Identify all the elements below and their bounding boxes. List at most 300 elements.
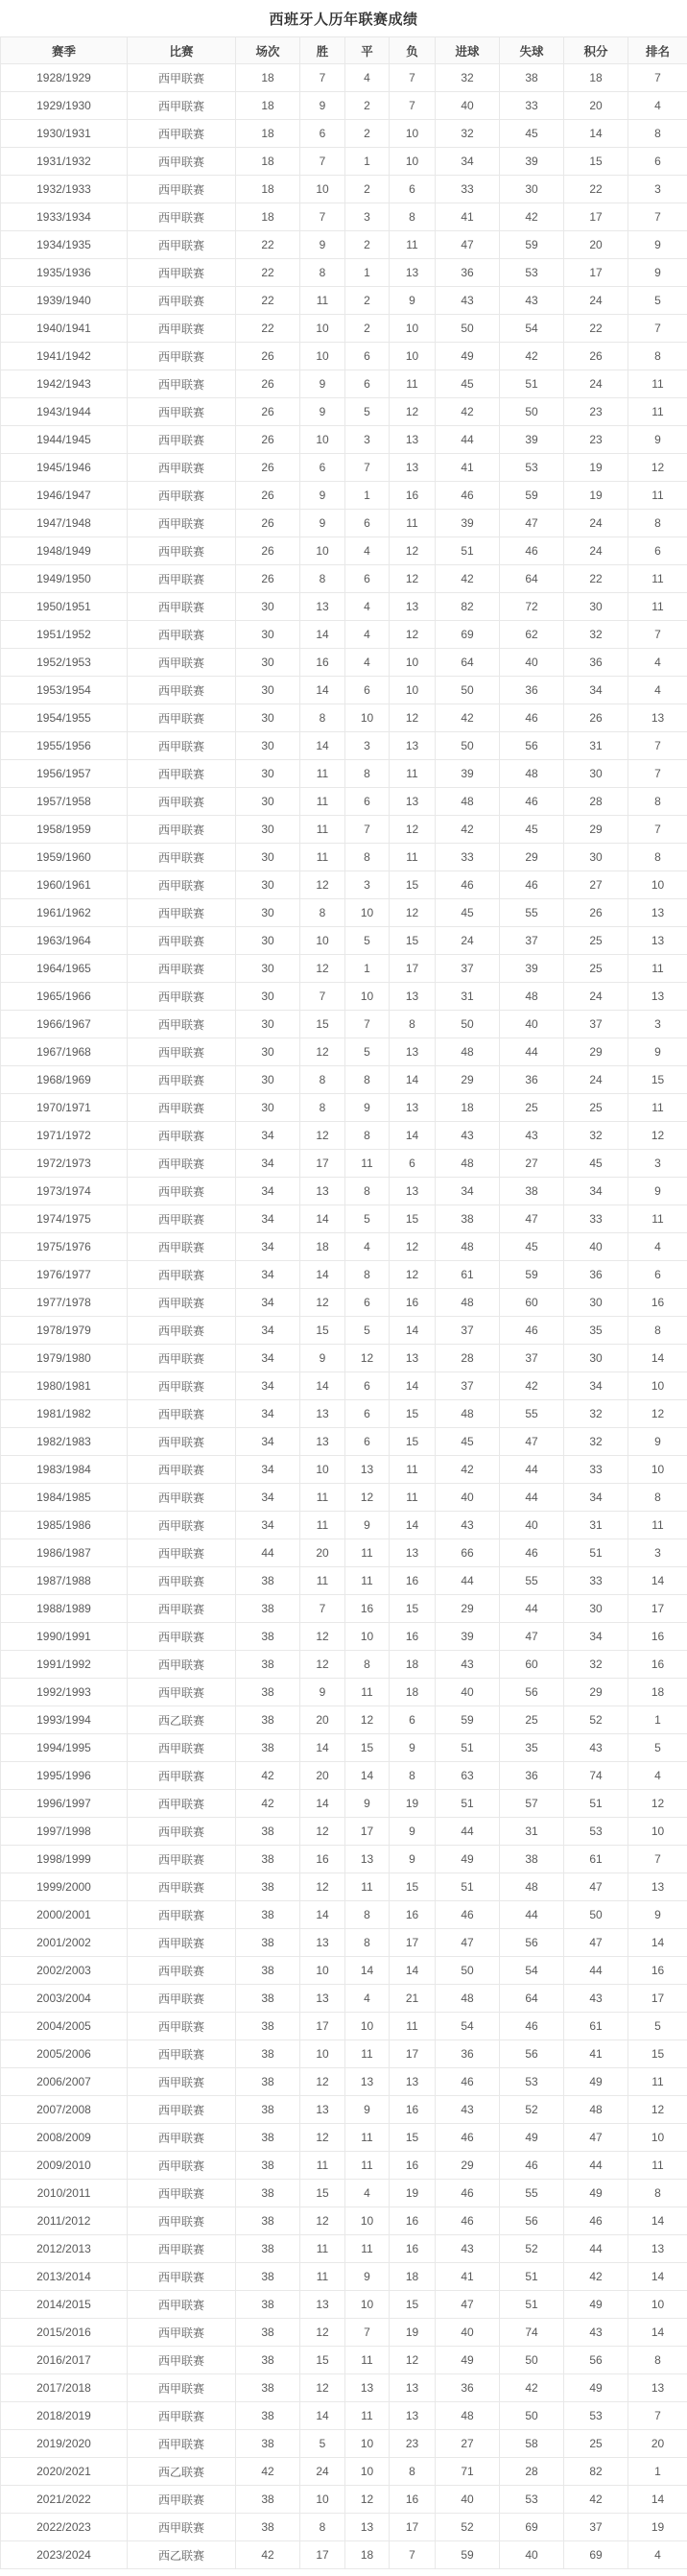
wins-cell: 8 [300, 1066, 345, 1094]
goals_against-cell: 50 [500, 398, 564, 426]
rank-cell: 10 [628, 1818, 687, 1846]
losses-cell: 13 [390, 593, 436, 621]
points-cell: 32 [564, 621, 628, 649]
goals_against-cell: 39 [500, 148, 564, 176]
goals_for-cell: 47 [436, 1929, 500, 1957]
points-cell: 19 [564, 482, 628, 510]
table-row [1, 2040, 687, 2068]
competition-cell: 西甲联赛 [128, 1818, 236, 1846]
losses-cell: 13 [390, 788, 436, 816]
goals_for-cell: 51 [436, 537, 500, 565]
season-cell: 1995/1996 [1, 1762, 128, 1790]
league-results-table [0, 36, 687, 2569]
table-row [1, 1985, 687, 2013]
draws-cell: 15 [345, 1734, 390, 1762]
competition-cell: 西甲联赛 [128, 2235, 236, 2263]
draws-cell: 1 [345, 955, 390, 983]
competition-cell: 西乙联赛 [128, 1706, 236, 1734]
draws-cell: 11 [345, 1539, 390, 1567]
rank-cell: 8 [628, 343, 687, 370]
season-cell: 1991/1992 [1, 1651, 128, 1679]
points-cell: 30 [564, 593, 628, 621]
losses-cell: 19 [390, 2180, 436, 2207]
season-cell: 1945/1946 [1, 454, 128, 482]
rank-cell: 7 [628, 315, 687, 343]
competition-cell: 西甲联赛 [128, 2152, 236, 2180]
goals_for-cell: 43 [436, 2096, 500, 2124]
played-cell: 38 [236, 1623, 300, 1651]
points-cell: 24 [564, 370, 628, 398]
season-cell: 2018/2019 [1, 2402, 128, 2430]
played-cell: 34 [236, 1345, 300, 1372]
wins-cell: 9 [300, 370, 345, 398]
played-cell: 38 [236, 2347, 300, 2374]
points-cell: 51 [564, 1539, 628, 1567]
competition-cell: 西甲联赛 [128, 1846, 236, 1873]
draws-cell: 4 [345, 1233, 390, 1261]
draws-cell: 11 [345, 1679, 390, 1706]
points-cell: 33 [564, 1456, 628, 1484]
goals_against-cell: 44 [500, 1456, 564, 1484]
goals_for-cell: 48 [436, 1985, 500, 2013]
goals_for-cell: 63 [436, 1762, 500, 1790]
rank-cell: 15 [628, 1066, 687, 1094]
wins-cell: 12 [300, 2124, 345, 2152]
table-row [1, 482, 687, 510]
column-header-season: 赛季 [1, 37, 128, 64]
rank-cell: 14 [628, 1567, 687, 1595]
goals_for-cell: 49 [436, 2347, 500, 2374]
table-row [1, 454, 687, 482]
wins-cell: 17 [300, 2541, 345, 2569]
goals_against-cell: 42 [500, 343, 564, 370]
competition-cell: 西甲联赛 [128, 2180, 236, 2207]
season-cell: 1934/1935 [1, 231, 128, 259]
played-cell: 22 [236, 287, 300, 315]
losses-cell: 16 [390, 2096, 436, 2124]
goals_for-cell: 47 [436, 2291, 500, 2319]
wins-cell: 14 [300, 1205, 345, 1233]
season-cell: 1958/1959 [1, 816, 128, 844]
losses-cell: 15 [390, 2291, 436, 2319]
rank-cell: 7 [628, 816, 687, 844]
played-cell: 26 [236, 370, 300, 398]
wins-cell: 16 [300, 649, 345, 677]
wins-cell: 11 [300, 844, 345, 871]
table-body [1, 64, 687, 2569]
competition-cell: 西甲联赛 [128, 1734, 236, 1762]
goals_against-cell: 48 [500, 983, 564, 1011]
wins-cell: 7 [300, 64, 345, 92]
losses-cell: 6 [390, 1150, 436, 1178]
rank-cell: 3 [628, 176, 687, 203]
points-cell: 47 [564, 2124, 628, 2152]
losses-cell: 14 [390, 1512, 436, 1539]
wins-cell: 9 [300, 398, 345, 426]
draws-cell: 10 [345, 1623, 390, 1651]
points-cell: 32 [564, 1428, 628, 1456]
goals_against-cell: 36 [500, 677, 564, 704]
competition-cell: 西甲联赛 [128, 1623, 236, 1651]
goals_against-cell: 27 [500, 1150, 564, 1178]
competition-cell: 西甲联赛 [128, 1790, 236, 1818]
competition-cell: 西甲联赛 [128, 315, 236, 343]
rank-cell: 8 [628, 2180, 687, 2207]
wins-cell: 18 [300, 1233, 345, 1261]
played-cell: 18 [236, 148, 300, 176]
goals_against-cell: 56 [500, 732, 564, 760]
losses-cell: 7 [390, 92, 436, 120]
goals_for-cell: 34 [436, 1178, 500, 1205]
goals_against-cell: 46 [500, 2013, 564, 2040]
season-cell: 1959/1960 [1, 844, 128, 871]
table-row [1, 315, 687, 343]
played-cell: 26 [236, 537, 300, 565]
table-row [1, 760, 687, 788]
draws-cell: 3 [345, 203, 390, 231]
wins-cell: 11 [300, 760, 345, 788]
competition-cell: 西甲联赛 [128, 1428, 236, 1456]
points-cell: 29 [564, 1038, 628, 1066]
competition-cell: 西甲联赛 [128, 1233, 236, 1261]
goals_against-cell: 40 [500, 1512, 564, 1539]
played-cell: 30 [236, 732, 300, 760]
season-cell: 1932/1933 [1, 176, 128, 203]
played-cell: 22 [236, 259, 300, 287]
season-cell: 1951/1952 [1, 621, 128, 649]
goals_for-cell: 41 [436, 203, 500, 231]
table-row [1, 2347, 687, 2374]
goals_against-cell: 64 [500, 1985, 564, 2013]
competition-cell: 西甲联赛 [128, 788, 236, 816]
wins-cell: 13 [300, 1178, 345, 1205]
points-cell: 42 [564, 2263, 628, 2291]
played-cell: 34 [236, 1289, 300, 1317]
competition-cell: 西甲联赛 [128, 2124, 236, 2152]
played-cell: 38 [236, 1846, 300, 1873]
goals_against-cell: 50 [500, 2347, 564, 2374]
played-cell: 30 [236, 1038, 300, 1066]
competition-cell: 西甲联赛 [128, 2374, 236, 2402]
goals_against-cell: 56 [500, 2040, 564, 2068]
rank-cell: 7 [628, 203, 687, 231]
played-cell: 26 [236, 482, 300, 510]
losses-cell: 8 [390, 2458, 436, 2486]
goals_for-cell: 46 [436, 482, 500, 510]
season-cell: 1987/1988 [1, 1567, 128, 1595]
goals_against-cell: 42 [500, 203, 564, 231]
wins-cell: 11 [300, 1484, 345, 1512]
played-cell: 30 [236, 649, 300, 677]
season-cell: 1984/1985 [1, 1484, 128, 1512]
goals_for-cell: 64 [436, 649, 500, 677]
season-cell: 1933/1934 [1, 203, 128, 231]
losses-cell: 14 [390, 1066, 436, 1094]
draws-cell: 3 [345, 732, 390, 760]
draws-cell: 6 [345, 1372, 390, 1400]
rank-cell: 7 [628, 64, 687, 92]
goals_against-cell: 74 [500, 2319, 564, 2347]
draws-cell: 3 [345, 426, 390, 454]
wins-cell: 9 [300, 482, 345, 510]
table-row [1, 1901, 687, 1929]
losses-cell: 13 [390, 1038, 436, 1066]
competition-cell: 西甲联赛 [128, 1567, 236, 1595]
goals_for-cell: 69 [436, 621, 500, 649]
goals_against-cell: 50 [500, 2402, 564, 2430]
goals_for-cell: 48 [436, 1233, 500, 1261]
goals_for-cell: 42 [436, 816, 500, 844]
draws-cell: 7 [345, 2319, 390, 2347]
goals_against-cell: 29 [500, 844, 564, 871]
losses-cell: 21 [390, 1985, 436, 2013]
column-header-goals_against: 失球 [500, 37, 564, 64]
goals_for-cell: 36 [436, 2040, 500, 2068]
rank-cell: 13 [628, 2374, 687, 2402]
column-header-draws: 平 [345, 37, 390, 64]
goals_for-cell: 45 [436, 370, 500, 398]
points-cell: 61 [564, 2013, 628, 2040]
draws-cell: 12 [345, 1706, 390, 1734]
wins-cell: 10 [300, 1456, 345, 1484]
points-cell: 24 [564, 983, 628, 1011]
competition-cell: 西甲联赛 [128, 1122, 236, 1150]
competition-cell: 西甲联赛 [128, 565, 236, 593]
draws-cell: 5 [345, 1317, 390, 1345]
draws-cell: 8 [345, 844, 390, 871]
points-cell: 43 [564, 1985, 628, 2013]
rank-cell: 8 [628, 120, 687, 148]
draws-cell: 2 [345, 315, 390, 343]
points-cell: 69 [564, 2541, 628, 2569]
competition-cell: 西甲联赛 [128, 537, 236, 565]
rank-cell: 1 [628, 2458, 687, 2486]
table-header-row [1, 37, 687, 64]
losses-cell: 10 [390, 315, 436, 343]
rank-cell: 10 [628, 1456, 687, 1484]
wins-cell: 12 [300, 1122, 345, 1150]
losses-cell: 9 [390, 1734, 436, 1762]
goals_against-cell: 53 [500, 454, 564, 482]
goals_against-cell: 56 [500, 1929, 564, 1957]
table-row [1, 2514, 687, 2541]
competition-cell: 西甲联赛 [128, 2040, 236, 2068]
goals_for-cell: 48 [436, 1289, 500, 1317]
table-row [1, 677, 687, 704]
losses-cell: 6 [390, 176, 436, 203]
wins-cell: 14 [300, 1901, 345, 1929]
competition-cell: 西甲联赛 [128, 1261, 236, 1289]
table-row [1, 816, 687, 844]
rank-cell: 6 [628, 537, 687, 565]
played-cell: 30 [236, 844, 300, 871]
rank-cell: 7 [628, 621, 687, 649]
table-row [1, 565, 687, 593]
points-cell: 20 [564, 231, 628, 259]
rank-cell: 6 [628, 148, 687, 176]
rank-cell: 11 [628, 955, 687, 983]
played-cell: 30 [236, 871, 300, 899]
played-cell: 22 [236, 315, 300, 343]
losses-cell: 15 [390, 1873, 436, 1901]
points-cell: 24 [564, 287, 628, 315]
rank-cell: 8 [628, 844, 687, 871]
season-cell: 1950/1951 [1, 593, 128, 621]
goals_for-cell: 34 [436, 148, 500, 176]
losses-cell: 7 [390, 2541, 436, 2569]
goals_against-cell: 38 [500, 64, 564, 92]
points-cell: 44 [564, 2235, 628, 2263]
draws-cell: 2 [345, 176, 390, 203]
season-cell: 2005/2006 [1, 2040, 128, 2068]
goals_for-cell: 66 [436, 1539, 500, 1567]
played-cell: 38 [236, 2402, 300, 2430]
goals_against-cell: 54 [500, 1957, 564, 1985]
played-cell: 34 [236, 1484, 300, 1512]
goals_for-cell: 32 [436, 64, 500, 92]
goals_for-cell: 31 [436, 983, 500, 1011]
wins-cell: 14 [300, 1372, 345, 1400]
goals_for-cell: 46 [436, 2068, 500, 2096]
draws-cell: 10 [345, 2291, 390, 2319]
competition-cell: 西甲联赛 [128, 203, 236, 231]
losses-cell: 11 [390, 510, 436, 537]
wins-cell: 7 [300, 983, 345, 1011]
goals_for-cell: 50 [436, 1011, 500, 1038]
goals_for-cell: 24 [436, 927, 500, 955]
season-cell: 1970/1971 [1, 1094, 128, 1122]
season-cell: 1961/1962 [1, 899, 128, 927]
table-row [1, 1456, 687, 1484]
rank-cell: 12 [628, 1790, 687, 1818]
wins-cell: 8 [300, 565, 345, 593]
table-row [1, 176, 687, 203]
season-cell: 1977/1978 [1, 1289, 128, 1317]
wins-cell: 13 [300, 2096, 345, 2124]
goals_for-cell: 36 [436, 2374, 500, 2402]
table-row [1, 1261, 687, 1289]
losses-cell: 10 [390, 649, 436, 677]
wins-cell: 12 [300, 871, 345, 899]
draws-cell: 6 [345, 370, 390, 398]
wins-cell: 13 [300, 2291, 345, 2319]
played-cell: 34 [236, 1261, 300, 1289]
points-cell: 27 [564, 871, 628, 899]
points-cell: 17 [564, 259, 628, 287]
draws-cell: 4 [345, 64, 390, 92]
season-cell: 1960/1961 [1, 871, 128, 899]
wins-cell: 16 [300, 1846, 345, 1873]
season-cell: 1939/1940 [1, 287, 128, 315]
points-cell: 53 [564, 2402, 628, 2430]
page-title: 西班牙人历年联赛成绩 [269, 12, 418, 28]
table-row [1, 1957, 687, 1985]
season-cell: 1968/1969 [1, 1066, 128, 1094]
points-cell: 25 [564, 1094, 628, 1122]
goals_against-cell: 55 [500, 1567, 564, 1595]
season-cell: 1973/1974 [1, 1178, 128, 1205]
table-row [1, 1233, 687, 1261]
points-cell: 56 [564, 2347, 628, 2374]
goals_for-cell: 37 [436, 1372, 500, 1400]
season-cell: 1974/1975 [1, 1205, 128, 1233]
goals_against-cell: 52 [500, 2235, 564, 2263]
column-header-wins: 胜 [300, 37, 345, 64]
competition-cell: 西甲联赛 [128, 1150, 236, 1178]
played-cell: 38 [236, 2263, 300, 2291]
wins-cell: 10 [300, 1957, 345, 1985]
points-cell: 17 [564, 203, 628, 231]
goals_for-cell: 43 [436, 287, 500, 315]
played-cell: 38 [236, 2068, 300, 2096]
rank-cell: 7 [628, 1846, 687, 1873]
draws-cell: 6 [345, 1400, 390, 1428]
goals_against-cell: 36 [500, 1762, 564, 1790]
season-cell: 1997/1998 [1, 1818, 128, 1846]
losses-cell: 9 [390, 1846, 436, 1873]
goals_for-cell: 40 [436, 1679, 500, 1706]
wins-cell: 7 [300, 1595, 345, 1623]
points-cell: 51 [564, 1790, 628, 1818]
goals_for-cell: 40 [436, 1484, 500, 1512]
wins-cell: 12 [300, 1873, 345, 1901]
season-cell: 1978/1979 [1, 1317, 128, 1345]
goals_for-cell: 48 [436, 1400, 500, 1428]
goals_for-cell: 49 [436, 1846, 500, 1873]
table-row [1, 1317, 687, 1345]
wins-cell: 10 [300, 426, 345, 454]
competition-cell: 西甲联赛 [128, 1539, 236, 1567]
competition-cell: 西甲联赛 [128, 2347, 236, 2374]
rank-cell: 4 [628, 1233, 687, 1261]
played-cell: 38 [236, 1985, 300, 2013]
points-cell: 49 [564, 2068, 628, 2096]
rank-cell: 8 [628, 2347, 687, 2374]
losses-cell: 11 [390, 844, 436, 871]
losses-cell: 17 [390, 2514, 436, 2541]
draws-cell: 11 [345, 2347, 390, 2374]
losses-cell: 17 [390, 955, 436, 983]
draws-cell: 11 [345, 2402, 390, 2430]
draws-cell: 8 [345, 1178, 390, 1205]
played-cell: 34 [236, 1456, 300, 1484]
season-cell: 2008/2009 [1, 2124, 128, 2152]
goals_against-cell: 39 [500, 955, 564, 983]
table-row [1, 1400, 687, 1428]
draws-cell: 2 [345, 231, 390, 259]
losses-cell: 9 [390, 287, 436, 315]
losses-cell: 11 [390, 370, 436, 398]
season-cell: 1999/2000 [1, 1873, 128, 1901]
draws-cell: 13 [345, 1846, 390, 1873]
losses-cell: 12 [390, 704, 436, 732]
season-cell: 1985/1986 [1, 1512, 128, 1539]
goals_against-cell: 53 [500, 259, 564, 287]
points-cell: 82 [564, 2458, 628, 2486]
table-row [1, 1178, 687, 1205]
points-cell: 74 [564, 1762, 628, 1790]
draws-cell: 7 [345, 1011, 390, 1038]
points-cell: 49 [564, 2291, 628, 2319]
losses-cell: 16 [390, 2235, 436, 2263]
losses-cell: 18 [390, 1679, 436, 1706]
losses-cell: 12 [390, 899, 436, 927]
wins-cell: 11 [300, 788, 345, 816]
rank-cell: 12 [628, 1122, 687, 1150]
points-cell: 29 [564, 816, 628, 844]
losses-cell: 16 [390, 1623, 436, 1651]
played-cell: 38 [236, 1679, 300, 1706]
